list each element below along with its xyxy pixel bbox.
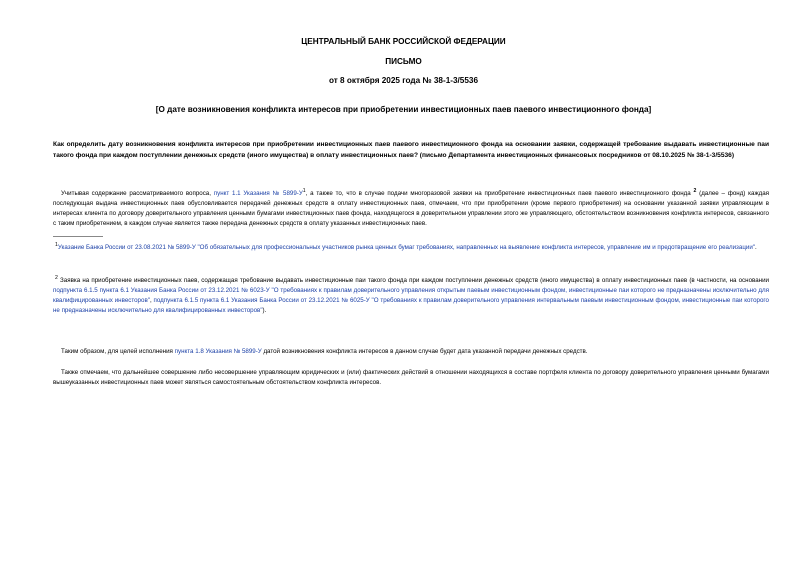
footnote-2-mark: 2: [55, 275, 58, 281]
paragraph-1: [53, 186, 769, 229]
footnote-divider: [53, 236, 103, 237]
footnote-1-tail: .: [755, 244, 757, 252]
link-decree-5899[interactable]: Указание Банка России от 23.08.2021 № 5899-У "Об обязательных для профессиональных участников рынка ценных бумаг требованиях, направленных на выявление конфликта интересов, управление им и предотвращение его реализации": [57, 244, 755, 252]
link-item-1-1-decree-5899[interactable]: пункт 1.1 Указания № 5899-У: [213, 190, 303, 198]
paragraph-1-text-b: , а также то, что в случае подачи многоразовой заявки на приобретение инвестиционных паев паевого инвестиционного фонда: [305, 190, 694, 198]
issuer-title: ЦЕНТРАЛЬНЫЙ БАНК РОССИЙСКОЙ ФЕДЕРАЦИИ: [301, 37, 506, 46]
footnote-ref-2[interactable]: 2: [693, 188, 697, 194]
document-date-number: от 8 октября 2025 года № 38-1-3/5536: [328, 76, 479, 85]
paragraph-2-text-b: датой возникновения конфликта интересов в данном случае будет дата указанной передачи денежных средств.: [261, 348, 588, 355]
paragraph-3: Также отмечаем, что дальнейшее совершение либо несовершение управляющим юридических и (или) фактических действий в отношении находящихся в составе портфеля клиента по договору доверительного управления ценными бумагами вышеуказанных инвестиционных паев может являться самостоятельным обстоятельством конфликта интересов.: [53, 369, 769, 386]
footnote-ref-1[interactable]: 1: [302, 188, 306, 194]
document-type: ПИСЬМО: [385, 57, 422, 66]
paragraph-2: [53, 347, 769, 357]
link-item-1-8-decree-5899[interactable]: пункта 1.8 Указания № 5899-У: [174, 348, 262, 355]
footnote-1: [53, 240, 769, 253]
link-decree-6023[interactable]: подпункта 6.1.5 пункта 6.1 Указания Банка России от 23.12.2021 № 6023-У "О требованиях к правилам доверительного управления открытым паевым инвестиционным фондом, инвестиционные паи которого не предназначены исключительно для квалифицированных инвесторов": [53, 287, 769, 305]
footnote-2-text-a: Заявка на приобретение инвестиционных паев, содержащая требование выдавать инвестиционные паи такого фонда при каждом поступлении денежных средств (иного имущества) в оплату инвестиционных паев (в частности, на основании: [57, 277, 769, 285]
link-decree-6025[interactable]: подпункта 6.1.5 пункта 6.1 Указания Банка России от 23.12.2021 № 6025-У "О требованиях к правилам доверительного управления интервальным паевым инвестиционным фондом, инвестиционные паи которого не предназначены исключительно для квалифицированных инвесторов": [53, 297, 769, 315]
footnote-2-text-c: ).: [262, 307, 267, 315]
paragraph-2-text-a: Таким образом, для целей исполнения: [61, 348, 175, 355]
footnote-1-mark: 1: [55, 242, 58, 248]
document-subject: [О дате возникновения конфликта интересов при приобретении инвестиционных паев паевого инвестиционного фонда]: [155, 105, 652, 114]
paragraph-1-text-c: (далее – фонд) каждая последующая выдача инвестиционных паев обусловливается передачей денежных средств в оплату инвестиционных паев, отмечаем, что при приобретении (кроме первого приобретения) на основании указанной заявки управляющим в интересах клиента по договору доверительного управления ценными бумагами инвестиционных паев фонда, находящегося в доверительном управлении этого же управляющего, обстоятельством возникновения конфликта интересов, связанного с таким приобретением, в каждом случае является также передача денежных средств в оплату указанных инвестиционных паев.: [53, 190, 769, 228]
question-paragraph: Как определить дату возникновения конфликта интересов при приобретении инвестиционных паев паевого инвестиционного фонда на основании заявки, содержащей требование выдавать инвестиционные паи такого фонда при каждом поступлении денежных средств (иного имущества) в оплату инвестиционных паев? (письмо Департамента инвестиционных финансовых посредников от 08.10.2025 № 38-1-3/5536): [53, 141, 769, 159]
footnote-2: [53, 273, 769, 316]
paragraph-1-text-a: Учитывая содержание рассматриваемого вопроса,: [61, 190, 214, 198]
footnote-2-text-b: ,: [149, 297, 154, 305]
